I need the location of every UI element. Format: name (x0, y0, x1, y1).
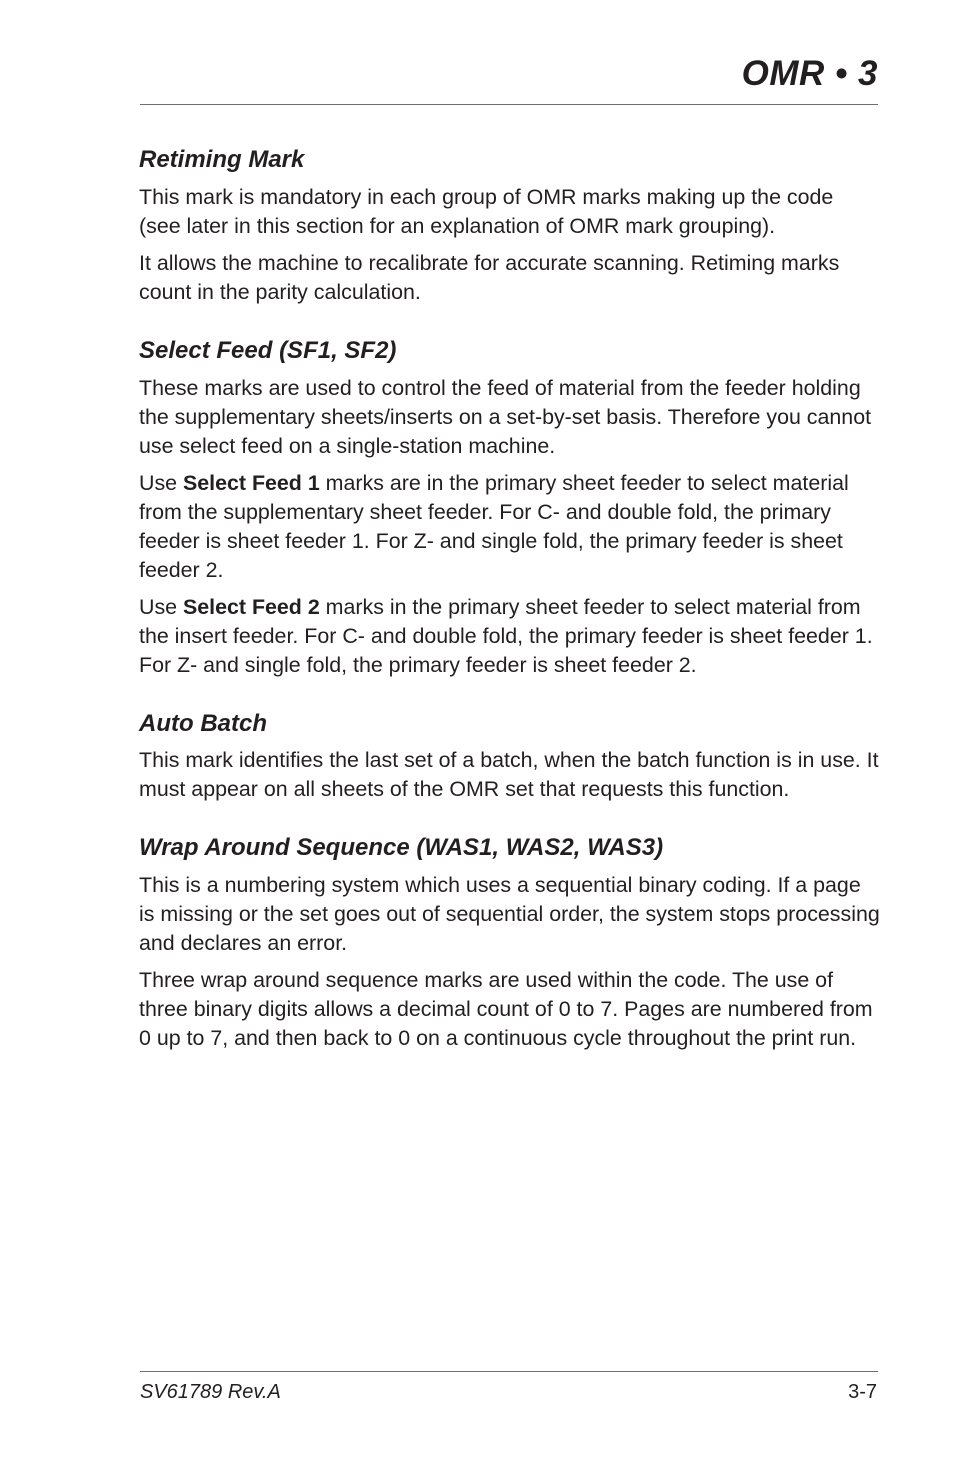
footer-rule (140, 1371, 878, 1372)
paragraph (139, 183, 880, 241)
section (139, 834, 880, 1053)
section-heading: Wrap Around Sequence (WAS1, WAS2, WAS3) (139, 834, 664, 862)
paragraph (139, 374, 880, 461)
section-heading: Select Feed (SF1, SF2) (139, 336, 397, 364)
text-run: These marks are used to control the feed of material from the feeder holding the supplementary sheets/inserts on a set-by-set basis. Therefore you cannot use select feed on a single-station machine. (139, 375, 872, 458)
text-run: This mark identifies the last set of a batch, when the batch function is in use. It must appear on all sheets of the OMR set that requests this function. (139, 748, 879, 802)
page-header-title: OMR • 3 (741, 54, 878, 93)
header-rule (140, 104, 878, 105)
text-run: Three wrap around sequence marks are used within the code. The use of three binary digits allows a decimal count of 0 to 7. Pages are numbered from 0 up to 7, and then back to 0 on a continuous cycle throughout the print run. (139, 968, 873, 1051)
paragraph (139, 469, 880, 585)
text-run: This mark is mandatory in each group of OMR marks making up the code (see later in this section for an explanation of OMR mark grouping). (139, 184, 834, 238)
text-run: marks are in the primary sheet feeder to select material from the supplementary sheet feeder. For C- and double fold, the primary feeder is sheet feeder 1. For Z- and single fold, the primary feeder is sheet feeder 2. (139, 470, 849, 582)
section-heading: Auto Batch (139, 709, 267, 737)
page-content (139, 146, 880, 1061)
paragraph (139, 249, 880, 307)
footer-page-number: 3-7 (848, 1381, 877, 1403)
paragraph (139, 593, 880, 680)
section (139, 337, 880, 680)
text-run: This is a numbering system which uses a sequential binary coding. If a page is missing or the set goes out of sequential order, the system stops processing and declares an error. (139, 873, 880, 956)
paragraph (139, 871, 880, 958)
footer-doc-id: SV61789 Rev.A (140, 1381, 281, 1403)
text-run: It allows the machine to recalibrate for accurate scanning. Retiming marks count in the parity calculation. (139, 250, 840, 304)
section (139, 146, 880, 307)
bold-term: Select Feed 2 (182, 594, 320, 619)
section (139, 710, 880, 805)
text-run: Use (139, 470, 183, 495)
section-heading: Retiming Mark (139, 146, 305, 173)
bold-term: Select Feed 1 (182, 470, 320, 495)
paragraph (139, 746, 880, 804)
text-run: marks in the primary sheet feeder to select material from the insert feeder. For C- and double fold, the primary feeder is sheet feeder 1. For Z- and single fold, the primary feeder is sheet feeder 2. (139, 594, 873, 677)
paragraph (139, 966, 880, 1053)
text-run: Use (139, 594, 183, 619)
